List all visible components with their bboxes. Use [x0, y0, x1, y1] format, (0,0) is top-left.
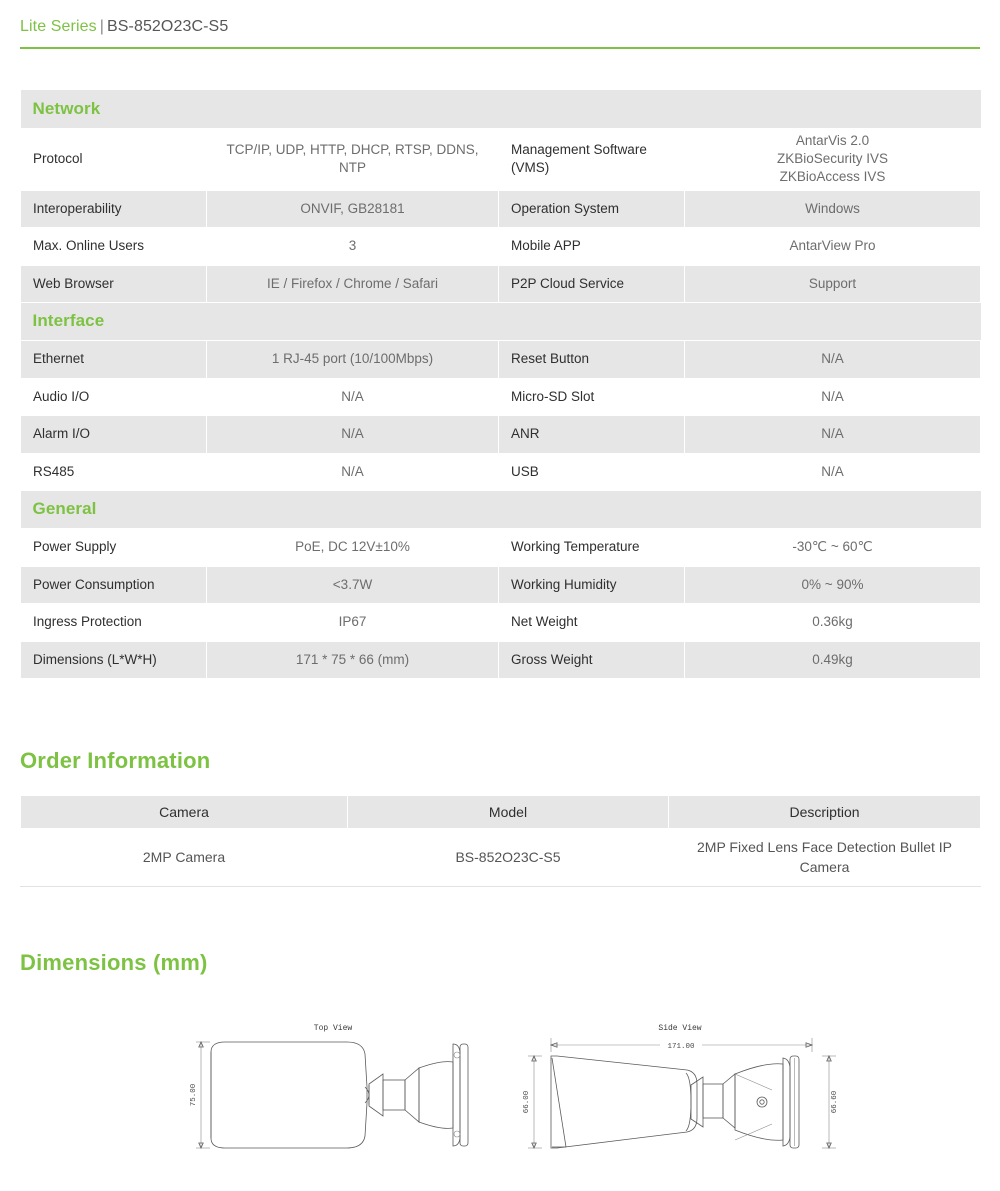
- order-information-table: [20, 795, 981, 887]
- spec-key: USB: [499, 453, 685, 491]
- order-row: [21, 829, 981, 887]
- spec-key: Management Software (VMS): [499, 128, 685, 190]
- top-view-label: Top View: [313, 1024, 353, 1033]
- spec-key: Max. Online Users: [21, 228, 207, 266]
- section-band: [21, 303, 981, 341]
- series-header: [20, 18, 228, 36]
- spec-row: [21, 416, 981, 454]
- spec-row: [21, 641, 981, 679]
- spec-key: Micro-SD Slot: [499, 378, 685, 416]
- order-col-description: Description: [669, 796, 981, 829]
- spec-value: TCP/IP, UDP, HTTP, DHCP, RTSP, DDNS, NTP: [207, 128, 499, 190]
- spec-row: [21, 128, 981, 190]
- spec-value: Support: [685, 265, 981, 303]
- spec-key: Ingress Protection: [21, 604, 207, 642]
- header-rule: [20, 47, 980, 49]
- section-band: [21, 90, 981, 128]
- spec-row: [21, 341, 981, 379]
- spec-value: 171 * 75 * 66 (mm): [207, 641, 499, 679]
- spec-key: Mobile APP: [499, 228, 685, 266]
- spec-value: 0.36kg: [685, 604, 981, 642]
- spec-row: [21, 566, 981, 604]
- spec-key: P2P Cloud Service: [499, 265, 685, 303]
- order-col-camera: Camera: [21, 796, 348, 829]
- order-col-model: Model: [348, 796, 669, 829]
- side-view-height-left-dim: 66.00: [523, 1090, 531, 1114]
- order-cell-description: 2MP Fixed Lens Face Detection Bullet IP Camera: [669, 829, 981, 887]
- side-view-drawing: [523, 1024, 839, 1148]
- spec-row: [21, 604, 981, 642]
- section-band: [21, 491, 981, 529]
- specifications-table: [20, 90, 981, 679]
- section-band-cell: [21, 491, 981, 529]
- order-cell-model: BS-852O23C-S5: [348, 829, 669, 887]
- spec-key: ANR: [499, 416, 685, 454]
- spec-value: 1 RJ-45 port (10/100Mbps): [207, 341, 499, 379]
- spec-key: Working Temperature: [499, 529, 685, 567]
- top-view-height-dim: 75.00: [190, 1083, 198, 1107]
- section-title: Network: [32, 98, 101, 118]
- spec-row: [21, 190, 981, 228]
- spec-value: N/A: [207, 378, 499, 416]
- spec-key: Operation System: [499, 190, 685, 228]
- spec-value: N/A: [207, 453, 499, 491]
- spec-value: IE / Firefox / Chrome / Safari: [207, 265, 499, 303]
- spec-key: Reset Button: [499, 341, 685, 379]
- section-band-cell: [21, 303, 981, 341]
- spec-row: [21, 228, 981, 266]
- spec-key: RS485: [21, 453, 207, 491]
- header-separator: |: [99, 18, 104, 35]
- spec-value: PoE, DC 12V±10%: [207, 529, 499, 567]
- order-information-title: Order Information: [20, 748, 211, 773]
- series-name: Lite Series: [20, 18, 97, 35]
- section-band-cell: [21, 90, 981, 128]
- spec-value: N/A: [685, 416, 981, 454]
- top-view-drawing: [190, 1024, 468, 1148]
- spec-key: Power Supply: [21, 529, 207, 567]
- dimension-drawings-svg: [0, 1000, 1000, 1190]
- spec-row: [21, 265, 981, 303]
- side-view-length-dim: 171.00: [667, 1043, 695, 1051]
- spec-value: AntarView Pro: [685, 228, 981, 266]
- dimensions-title: Dimensions (mm): [20, 950, 208, 975]
- order-header-row: [21, 796, 981, 829]
- spec-value: N/A: [207, 416, 499, 454]
- order-cell-camera: 2MP Camera: [21, 829, 348, 887]
- spec-value: Windows: [685, 190, 981, 228]
- spec-key: Protocol: [21, 128, 207, 190]
- spec-key: Working Humidity: [499, 566, 685, 604]
- product-model: BS-852O23C-S5: [106, 18, 229, 35]
- spec-key: Interoperability: [21, 190, 207, 228]
- spec-value: N/A: [685, 453, 981, 491]
- spec-row: [21, 378, 981, 416]
- section-title: Interface: [32, 311, 105, 331]
- dimension-drawings: [0, 1000, 1000, 1190]
- spec-value: 0% ~ 90%: [685, 566, 981, 604]
- spec-row: [21, 529, 981, 567]
- spec-key: Power Consumption: [21, 566, 207, 604]
- spec-value: N/A: [685, 378, 981, 416]
- side-view-label: Side View: [658, 1024, 702, 1033]
- spec-row: [21, 453, 981, 491]
- spec-key: Gross Weight: [499, 641, 685, 679]
- spec-value: 0.49kg: [685, 641, 981, 679]
- spec-value: AntarVis 2.0 ZKBioSecurity IVS ZKBioAccess IVS: [685, 128, 981, 190]
- spec-key: Alarm I/O: [21, 416, 207, 454]
- spec-key: Dimensions (L*W*H): [21, 641, 207, 679]
- spec-value: IP67: [207, 604, 499, 642]
- side-view-height-right-dim: 66.60: [831, 1090, 839, 1114]
- spec-key: Net Weight: [499, 604, 685, 642]
- spec-value: N/A: [685, 341, 981, 379]
- spec-key: Web Browser: [21, 265, 207, 303]
- spec-value: ONVIF, GB28181: [207, 190, 499, 228]
- spec-value: <3.7W: [207, 566, 499, 604]
- spec-key: Audio I/O: [21, 378, 207, 416]
- spec-value: 3: [207, 228, 499, 266]
- spec-key: Ethernet: [21, 341, 207, 379]
- spec-value: -30℃ ~ 60℃: [685, 529, 981, 567]
- section-title: General: [32, 499, 97, 519]
